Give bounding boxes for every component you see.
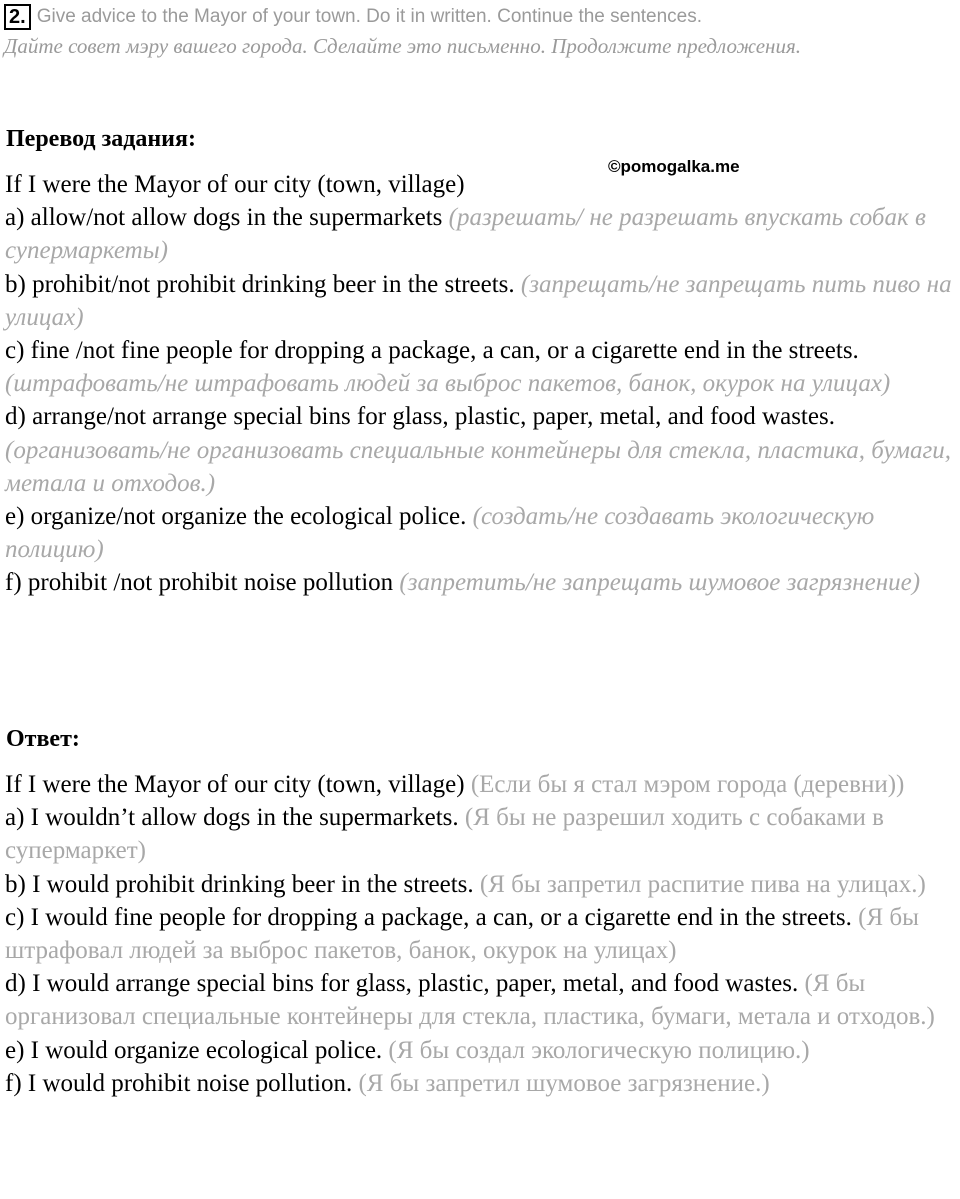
answer-item-a: a) I wouldn’t allow dogs in the supermarkets. (Я бы не разрешил ходить с собаками в супермаркет) xyxy=(5,804,884,865)
answer-item-b: b) I would prohibit drinking beer in the streets. (Я бы запретил распитие пива на улицах.) xyxy=(5,870,926,898)
answer-item-d: d) I would arrange special bins for glass, plastic, paper, metal, and food wastes. (Я бы организовал специальные контейнеры для стекла, пластика, бумаги, метала и отходов.) xyxy=(5,970,935,1031)
translation-item-c: c) fine /not fine people for dropping a package, a can, or a cigarette end in the streets. (штрафовать/не штрафовать людей за выброс пакетов, банок, окурок на улицах) xyxy=(5,337,891,398)
task-english: Give advice to the Mayor of your town. Do it in written. Continue the sentences. xyxy=(36,6,703,27)
task-russian: Дайте совет мэру вашего города. Сделайте это письменно. Продолжите предложения. xyxy=(4,34,801,58)
translation-item-e: e) organize/not organize the ecological police. (создать/не создавать экологическую полицию) xyxy=(5,503,875,564)
translation-intro: If I were the Mayor of our city (town, village) xyxy=(5,171,465,198)
translation-item-b: b) prohibit/not prohibit drinking beer in the streets. (запрещать/не запрещать пить пиво на улицах) xyxy=(5,270,952,331)
task-number: 2. xyxy=(4,4,31,30)
answer-intro: If I were the Mayor of our city (town, village) (Если бы я стал мэром города (деревни)) xyxy=(5,771,905,798)
watermark: ©pomogalka.me xyxy=(608,157,740,176)
answer-heading: Ответ: xyxy=(6,726,80,752)
task-header xyxy=(4,4,954,59)
answer-item-e: e) I would organize ecological police. (Я бы создал экологическую полицию.) xyxy=(5,1036,810,1064)
translation-block xyxy=(5,168,955,600)
answer-item-c: c) I would fine people for dropping a package, a can, or a cigarette end in the streets. (Я бы штрафовал людей за выброс пакетов, банок, окурок на улицах) xyxy=(5,903,919,965)
translation-item-a: a) allow/not allow dogs in the supermarkets (разрешать/ не разрешать впускать собак в супермаркеты) xyxy=(5,204,926,265)
answer-item-f: f) I would prohibit noise pollution. (Я бы запретил шумовое загрязнение.) xyxy=(5,1069,770,1097)
translation-item-f: f) prohibit /not prohibit noise pollution (запретить/не запрещать шумовое загрязнение) xyxy=(5,569,921,597)
translation-heading: Перевод задания: xyxy=(6,126,196,152)
answer-block xyxy=(5,768,955,1100)
translation-item-d: d) arrange/not arrange special bins for glass, plastic, paper, metal, and food wastes. (организовать/не организовать специальные контейнеры для стекла, пластика, бумаги, метала и отходов.) xyxy=(5,403,951,497)
